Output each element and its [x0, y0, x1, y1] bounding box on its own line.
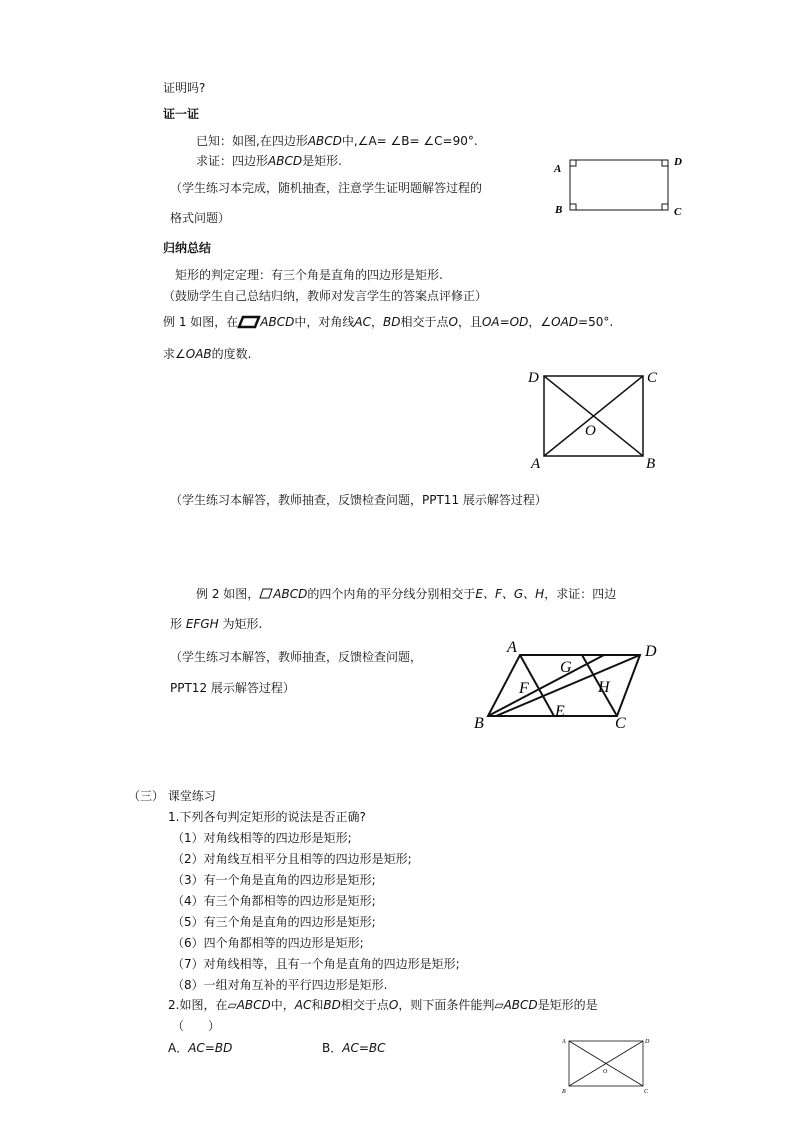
- prove-suffix: 是矩形.: [302, 154, 342, 168]
- example2-efgh: EFGH: [185, 617, 219, 631]
- label-O: O: [603, 1069, 608, 1075]
- example1-text: ，: [370, 315, 383, 329]
- option-text: AC=BC: [342, 1041, 386, 1055]
- example2-note-2: PPT12 展示解答过程）: [170, 681, 295, 695]
- q1-item: （5）有三个角是直角的四边形是矩形;: [172, 915, 376, 929]
- example1-ask: 的度数.: [211, 347, 252, 361]
- example1-text: 相交于点: [400, 315, 449, 329]
- label-A: A: [507, 639, 517, 656]
- example1-oad: OAD: [551, 315, 579, 329]
- note-line-1: （学生练习本完成，随机抽查，注意学生证明题解答过程的: [170, 181, 483, 195]
- label-D: D: [674, 156, 682, 168]
- given-suffix: 中,∠A= ∠B= ∠C=90°.: [341, 134, 478, 148]
- given-statement: [196, 133, 478, 149]
- q2-bd: BD: [323, 998, 341, 1012]
- example2-text: 的四个内角的平分线分别相交于: [307, 587, 476, 601]
- example2-label: 例 2: [196, 587, 220, 601]
- section-heading-summary: 归纳总结: [163, 241, 212, 255]
- label-O: O: [585, 423, 596, 439]
- q2-text: 相交于点: [340, 998, 389, 1012]
- example1-label: 例 1: [163, 315, 187, 329]
- prove-prefix: 求证：四边形: [196, 154, 269, 168]
- q2-text: 是矩形的是: [537, 998, 598, 1012]
- figure-small-rectangle: [560, 1035, 655, 1100]
- label-E: E: [555, 703, 565, 720]
- example2-abcd: ABCD: [273, 587, 308, 601]
- label-C: C: [644, 1089, 649, 1095]
- option-label: B．: [322, 1041, 343, 1055]
- example1-text: 如图，在: [190, 315, 239, 329]
- example1-text: 中，对角线: [294, 315, 355, 329]
- q1-item: （1）对角线相等的四边形是矩形;: [172, 831, 352, 845]
- answer-blank: （ ）: [172, 1019, 221, 1033]
- parallelogram-icon: [259, 588, 273, 599]
- example1-text: =50°.: [578, 315, 614, 329]
- label-D: D: [645, 1039, 650, 1045]
- q2-abcd: ABCD: [503, 998, 538, 1012]
- label-B: B: [555, 204, 563, 216]
- summary-note: （鼓励学生自己总结归纳，教师对发言学生的答案点评修正）: [163, 289, 488, 303]
- question-2: [168, 997, 598, 1013]
- label-H: H: [598, 679, 610, 696]
- q1-item: （3）有一个角是直角的四边形是矩形;: [172, 873, 376, 887]
- given-quad: ABCD: [307, 134, 342, 148]
- q1-item: （4）有三个角都相等的四边形是矩形;: [172, 894, 376, 908]
- example1-statement: [163, 314, 613, 330]
- label-B: B: [474, 715, 484, 732]
- example2-text: 为矩形.: [222, 617, 263, 631]
- figure-rectangle-right-angles: [550, 150, 695, 220]
- note-line-2: 格式问题）: [170, 211, 231, 225]
- example2-text: ，求证：四边: [544, 587, 617, 601]
- option-B: [322, 1040, 386, 1056]
- section-heading-prove: 证一证: [163, 107, 200, 121]
- figure-parallelogram-bisectors: [470, 636, 670, 736]
- label-C: C: [647, 370, 658, 386]
- example2-statement-cont: [170, 616, 262, 632]
- q2-abcd: ABCD: [236, 998, 271, 1012]
- example2-text: 形: [170, 617, 183, 631]
- q2-o: O: [388, 998, 399, 1012]
- q2-text: 中，: [270, 998, 295, 1012]
- label-D: D: [645, 643, 657, 660]
- q2-text: 2.如图，在▱: [168, 998, 237, 1012]
- example2-points: E、F、G、H: [475, 587, 545, 601]
- theorem: 矩形的判定定理：有三个角是直角的四边形是矩形.: [175, 268, 443, 282]
- given-prefix: 已知：如图,在四边形: [196, 134, 308, 148]
- option-text: AC=BD: [188, 1041, 233, 1055]
- example1-ask: 求∠: [163, 347, 186, 361]
- figure-rectangle-diagonals: [525, 367, 665, 472]
- example1-o: O: [448, 315, 458, 329]
- q2-text: 和: [311, 998, 324, 1012]
- label-A: A: [531, 456, 541, 472]
- q1-item: （2）对角线互相平分且相等的四边形是矩形;: [172, 852, 412, 866]
- label-B: B: [646, 456, 656, 472]
- q1-item: （8）一组对角互补的平行四边形是矩形.: [172, 978, 388, 992]
- prove-quad: ABCD: [268, 154, 303, 168]
- example2-statement: [196, 586, 616, 602]
- label-A: A: [554, 163, 562, 175]
- label-B: B: [562, 1089, 566, 1095]
- example1-cond: OA=OD: [481, 315, 529, 329]
- example1-question: [163, 346, 251, 362]
- q2-ac: AC: [294, 998, 312, 1012]
- example1-abcd: ABCD: [260, 315, 295, 329]
- parallelogram-icon: [238, 316, 260, 328]
- example1-text: ，∠: [528, 315, 552, 329]
- label-C: C: [674, 206, 682, 218]
- example1-bd: BD: [382, 315, 401, 329]
- label-F: F: [519, 680, 529, 697]
- example1-note: （学生练习本解答，教师抽查，反馈检查问题，PPT11 展示解答过程）: [170, 493, 547, 507]
- q1-item: （7）对角线相等，且有一个角是直角的四边形是矩形;: [172, 957, 460, 971]
- label-G: G: [560, 659, 572, 676]
- option-A: [168, 1040, 232, 1056]
- example2-text: 如图，: [223, 587, 260, 601]
- example1-oab: OAB: [185, 347, 212, 361]
- q1-item: （6）四个角都相等的四边形是矩形;: [172, 936, 364, 950]
- label-A: A: [562, 1039, 566, 1045]
- q2-text: ，则下面条件能判▱: [398, 998, 504, 1012]
- label-D: D: [528, 370, 539, 386]
- example1-ac: AC: [354, 315, 371, 329]
- section-heading-practice: （三） 课堂练习: [128, 789, 216, 803]
- example2-note-1: （学生练习本解答，教师抽查，反馈检查问题，: [170, 650, 423, 664]
- option-label: A．: [168, 1041, 189, 1055]
- question-1: 1.下列各句判定矩形的说法是否正确?: [168, 810, 366, 824]
- intro-line: 证明吗?: [163, 81, 206, 95]
- example1-text: ，且: [457, 315, 482, 329]
- label-C: C: [615, 715, 626, 732]
- prove-statement: [196, 153, 342, 169]
